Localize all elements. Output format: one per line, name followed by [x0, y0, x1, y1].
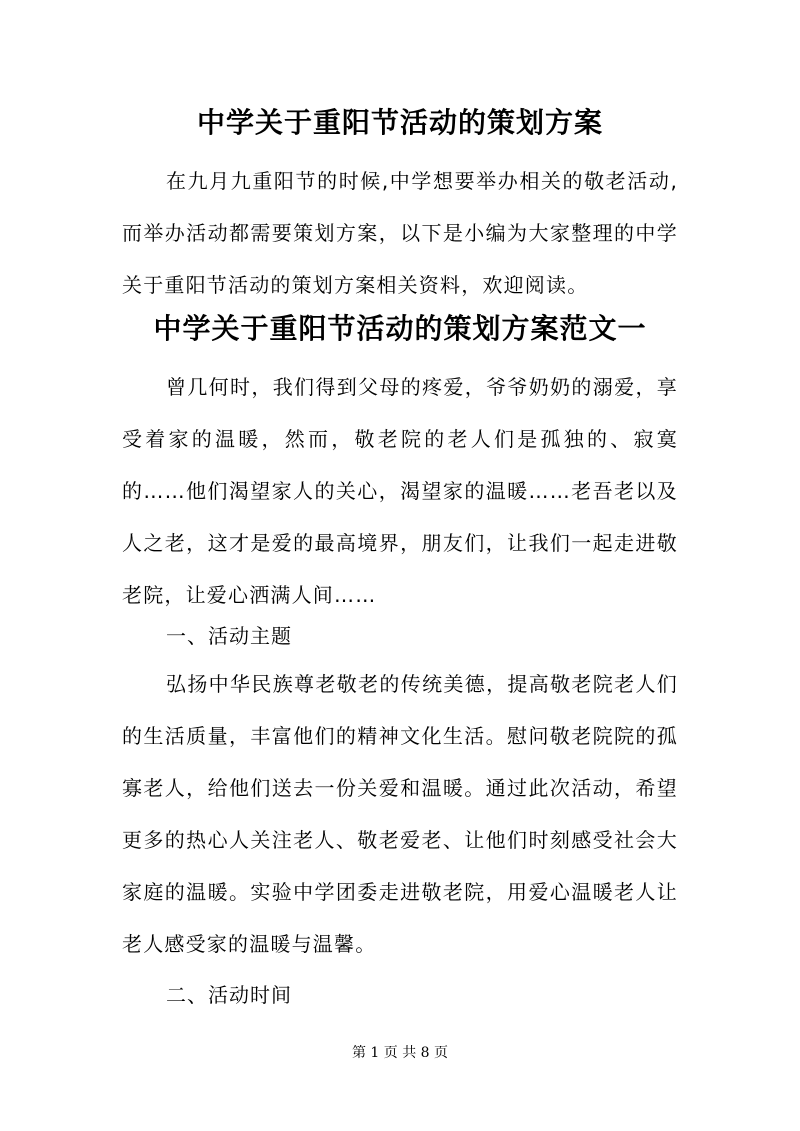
- opening-paragraph: 曾几何时，我们得到父母的疼爱，爷爷奶奶的溺爱，享受着家的温暖，然而，敬老院的老人们是孤独的、寂寞的……他们渴望家人的关心，渴望家的温暖……老吾老以及人之老，这才是爱的最高境界，朋友们，让我们一起走进敬老院，让爱心洒满人间……: [122, 375, 678, 607]
- intro-paragraph: 在九月九重阳节的时候,中学想要举办相关的敬老活动,而举办活动都需要策划方案，以下是小编为大家整理的中学关于重阳节活动的策划方案相关资料，欢迎阅读。: [122, 169, 678, 297]
- document-subtitle: 中学关于重阳节活动的策划方案范文一: [153, 312, 647, 345]
- section-body-theme: 弘扬中华民族尊老敬老的传统美德，提高敬老院老人们的生活质量，丰富他们的精神文化生活。慰问敬老院院的孤寡老人，给他们送去一份关爱和温暖。通过此次活动，希望更多的热心人关注老人、敬老爱老、让他们时刻感受社会大家庭的温暖。实验中学团委走进敬老院，用爱心温暖老人让老人感受家的温暖与温馨。: [122, 672, 678, 956]
- section-heading-time: 二、活动时间: [166, 983, 292, 1007]
- document-title: 中学关于重阳节活动的策划方案: [196, 106, 603, 139]
- page-footer: 第 1 页 共 8 页: [351, 1045, 449, 1061]
- section-heading-theme: 一、活动主题: [166, 624, 292, 648]
